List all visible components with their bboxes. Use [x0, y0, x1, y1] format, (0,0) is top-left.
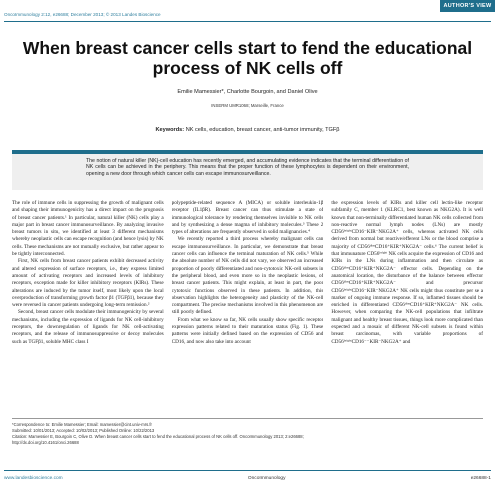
article-title: When breast cancer cells start to fend the educational process of NK cells off — [22, 38, 473, 78]
correspondence-note: *Correspondence to: Emilie Mamessier; Email: mamessier@cint.univ-mrs.fr — [12, 422, 152, 427]
paragraph: The role of immune cells in suppressing the growth of malignant cells and shaping their immunogenicity has a direct impact on the prognosis of breast cancer patients.¹ In particular, natural killer (NK) cells play a major part in breast cancer immunosurveillance. By analyzing invasive breast tumors in situ, we identified at least 3 different mechanisms whereby neoplastic cells can escape recognition (and hence lysis) by NK cells. These mechanisms are not mutually exclusive, but rather appear to be tightly interconnected. — [12, 200, 164, 258]
body-column-3 — [331, 200, 483, 407]
page-footer — [4, 473, 491, 483]
paragraph: First, NK cells from breast cancer patients exhibit decreased activity and altered expression of surface receptors, i.e., they express limited amount of activating receptors and increased levels of inhibitory receptors, exception made for killer inhibitory receptors (KIRs). These alterations are induced by the tumor itself, most likely upon the local overproduction of transforming growth factor β1 (TGFβ1), because they were reversed in cancer patients undergoing long-term remission.² — [12, 258, 164, 309]
dates-note: Submitted: 10/01/2013; Accepted: 10/02/2013; Published Online: 10/22/2013 — [12, 428, 155, 433]
body-column-2 — [172, 200, 324, 407]
author-list: Emilie Mamessier*, Charlotte Bourgoin, and Daniel Olive — [177, 89, 318, 95]
footer-rule — [4, 470, 491, 471]
affiliation: INSERM UMR1068; Marseille, France — [211, 103, 284, 108]
paragraph: polypeptide-related sequence A (MICA) or soluble interleukin-1β receptor (IL1βR). Breast cancer can thus stimulate a state of immunological tolerance by rendering themselves invisible to NK cells and by synthesizing a dense magma of inhibitory molecules.³ These 2 types of alterations are frequently observed in solid malignancies.⁴ — [171, 200, 324, 236]
keywords-label: Keywords: — [155, 127, 185, 133]
body-column-1 — [12, 200, 164, 407]
footnotes — [12, 418, 483, 446]
keywords-text: NK cells, education, breast cancer, anti-tumor immunity, TGFβ — [185, 127, 340, 133]
keywords — [0, 127, 495, 133]
paragraph: Second, breast cancer cells modulate their immunogenicity by several mechanisms, including the expression of ligands for NK cell-inhibitory receptors, the downregulation of ligands for NK cell-activating receptors, and the release of immunosuppressive or decoy molecules such as TGFβ1, soluble MHC class I — [12, 309, 164, 345]
paragraph: We recently reported a third process whereby malignant cells can escape immunosurveillance. In particular, we demonstrate that breast cancer cells can influence the terminal maturation of NK cells.⁵ While the absolute number of NK cells did not vary, we observed an increased proportion of poorly differentiated and non-cytotoxic NK-cell subsets in the peripheral blood, and even more so in the neoplastic lesions, of breast cancer patients. This might explain, at least in part, the poor cytotoxic functions observed in these patients. In addition, this observation highlights the heterogeneity and plasticity of the NK-cell compartment. The precise mechanisms involved in this phenomenon are still poorly defined. — [171, 236, 324, 316]
doi-link[interactable]: http://dx.doi.org/10.4161/onci.26688 — [12, 440, 79, 445]
header-rule — [4, 21, 491, 22]
body-text — [12, 200, 483, 407]
abstract-text: The notion of natural killer (NK)-cell education has recently emerged, and accumulating evidence indicates that the terminal differentiation of NK cells can be achieved in the periphery. This means that the proper function of these lymphocytes is dependent on their environment, opening a new door through which cancer cells can escape immunosurveillance. — [86, 158, 409, 177]
paragraph: From what we know so far, NK cells usually show specific receptor expression patterns related to their maturation status (Fig. 1). These patterns were initially defined based on the expression of CD56 and CD16, and now also take into account — [171, 316, 324, 345]
citation-note: Citation: Mamessier E, Bourgoin C, Olive D. When breast cancer cells start to fend the educational process of NK cells off. OncoImmunology 2013; 2:e26688; — [12, 434, 304, 439]
section-tab: AUTHOR'S VIEW — [440, 0, 495, 12]
website-link[interactable]: www.landesbioscience.com — [4, 475, 63, 481]
journal-name: OncoImmunology — [247, 475, 286, 481]
running-head: OncoImmunology 2:12, e26688; December 2013; © 2013 Landes Bioscience — [4, 12, 161, 17]
paragraph: the expression levels of KIRs and killer cell lectin-like receptor subfamily C, member 1 (KLRC1, best known as NKG2A). It is well known that non-terminally differentiated human NK cells collected from non-reactive normal lymph nodes (LNs) are mostly CD56ᵇʳⁱᵍʰᵗCD16⁻KIR⁻NKG2A⁺ cells, whereas activated NK cells derived from normal but reactive/efferent LNs or the blood comprise a majority of CD56ᵈⁱᵐCD16⁺KIR⁺NKG2A⁻ cells.⁶ The current belief is that immunature CD56ᵇʳⁱᵍʰᵗ NK cells acquire the expression of CD16 and KIRs in the LNs during inflammation and then circulate as CD56ᵈⁱᵐCD16⁺KIR⁺NKG2A⁻ effector cells. Depending on the anatomical location, the disturbance of the balance between effector CD56ᵈⁱᵐCD16⁺KIR⁺NKG2A⁻ and precursor CD56ᵇʳⁱᵍʰᵗCD16⁻KIR⁻NKG2A⁺ NK cells might thus constitute per se a marker of ongoing immune response. If so, inflamed tissues should be enriched in differentiated CD56ᵈⁱᵐCD16⁺KIR⁺NKG2A⁻ NK cells. However, when comparing the NK-cell populations that infiltrate malignant and healthy breast tissues, things look more complicated than expected and a mosaic of different NK-cell subsets is found within breast carcinomas, with variable proportions of CD56ᵇʳⁱᵍʰᵗCD16⁻⁻KIR⁻NKG2A⁺ and — [331, 200, 484, 345]
abstract-box — [12, 150, 483, 190]
page-id: e26688-1 — [470, 475, 491, 481]
